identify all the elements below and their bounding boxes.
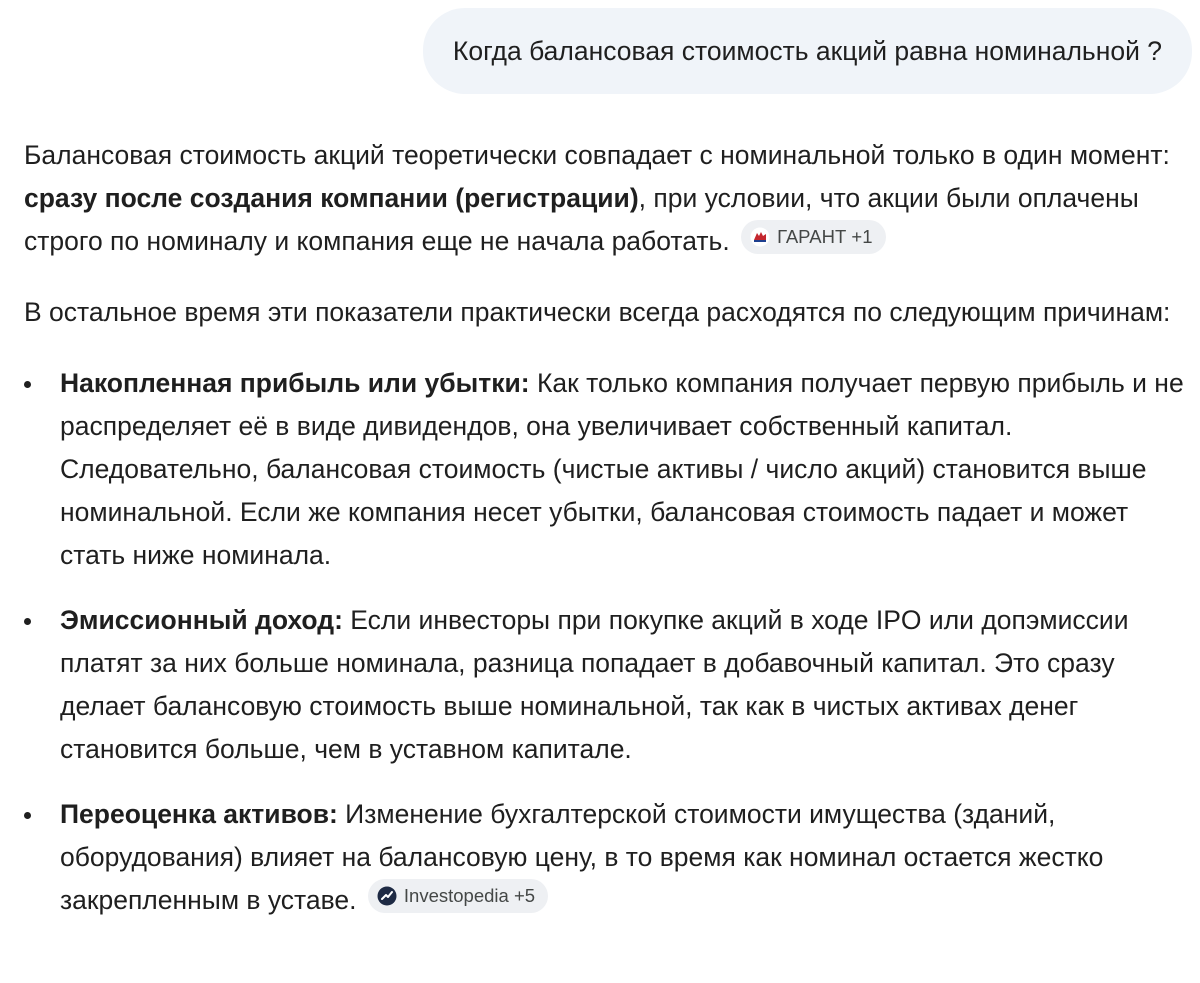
intro-text: Балансовая стоимость акций теоретически совпадает с номинальной только в один момент: xyxy=(24,140,1170,170)
user-message-text: Когда балансовая стоимость акций равна номинальной ? xyxy=(452,35,1162,66)
intro-paragraph xyxy=(24,134,1184,263)
intro-text-end: , при условии, что акции были оплачены строго по номиналу и компания еще не начала работать. xyxy=(24,183,1139,256)
list-item-text: Если инвесторы при покупке акций в ходе IPO или допэмиссии платят за них больше номинала, разница попадает в добавочный капитал. Это сразу делает балансовую стоимость выше номинальной, так как в чистых активах денег становится больше, чем в уставном капитале. xyxy=(60,605,1129,764)
intro-bold-text: сразу после создания компании (регистрации) xyxy=(24,183,639,213)
list-item-title: Накопленная прибыль или убытки: xyxy=(60,368,530,398)
list-item xyxy=(24,793,1184,922)
source-chip-label: Investopedia +5 xyxy=(403,885,536,906)
user-message-bubble xyxy=(423,8,1192,94)
list-item-title: Эмиссионный доход: xyxy=(60,605,343,635)
assistant-response xyxy=(24,134,1184,944)
investopedia-logo-icon xyxy=(377,886,397,906)
reasons-list xyxy=(24,362,1184,922)
source-chip-garant[interactable] xyxy=(741,220,885,254)
source-chip-investopedia[interactable] xyxy=(368,879,548,913)
list-item xyxy=(24,362,1184,577)
list-item-text: Изменение бухгалтерской стоимости имущества (зданий, оборудования) влияет на балансовую цену, в то время как номинал остается жестко закрепленным в уставе. xyxy=(60,799,1104,915)
list-item-text: Как только компания получает первую прибыль и не распределяет её в виде дивидендов, она увеличивает собственный капитал. Следовательно, балансовая стоимость (чистые активы / число акций) становится выше номинальной. Если же компания несет убытки, балансовая стоимость падает и может стать ниже номинала. xyxy=(60,368,1184,570)
source-chip-label: ГАРАНТ +1 xyxy=(777,226,873,247)
list-item-title: Переоценка активов: xyxy=(60,799,338,829)
transition-paragraph: В остальное время эти показатели практически всегда расходятся по следующим причинам: xyxy=(24,297,1171,327)
list-item xyxy=(24,599,1184,771)
garant-logo-icon xyxy=(750,227,770,247)
user-message-row xyxy=(423,8,1192,94)
